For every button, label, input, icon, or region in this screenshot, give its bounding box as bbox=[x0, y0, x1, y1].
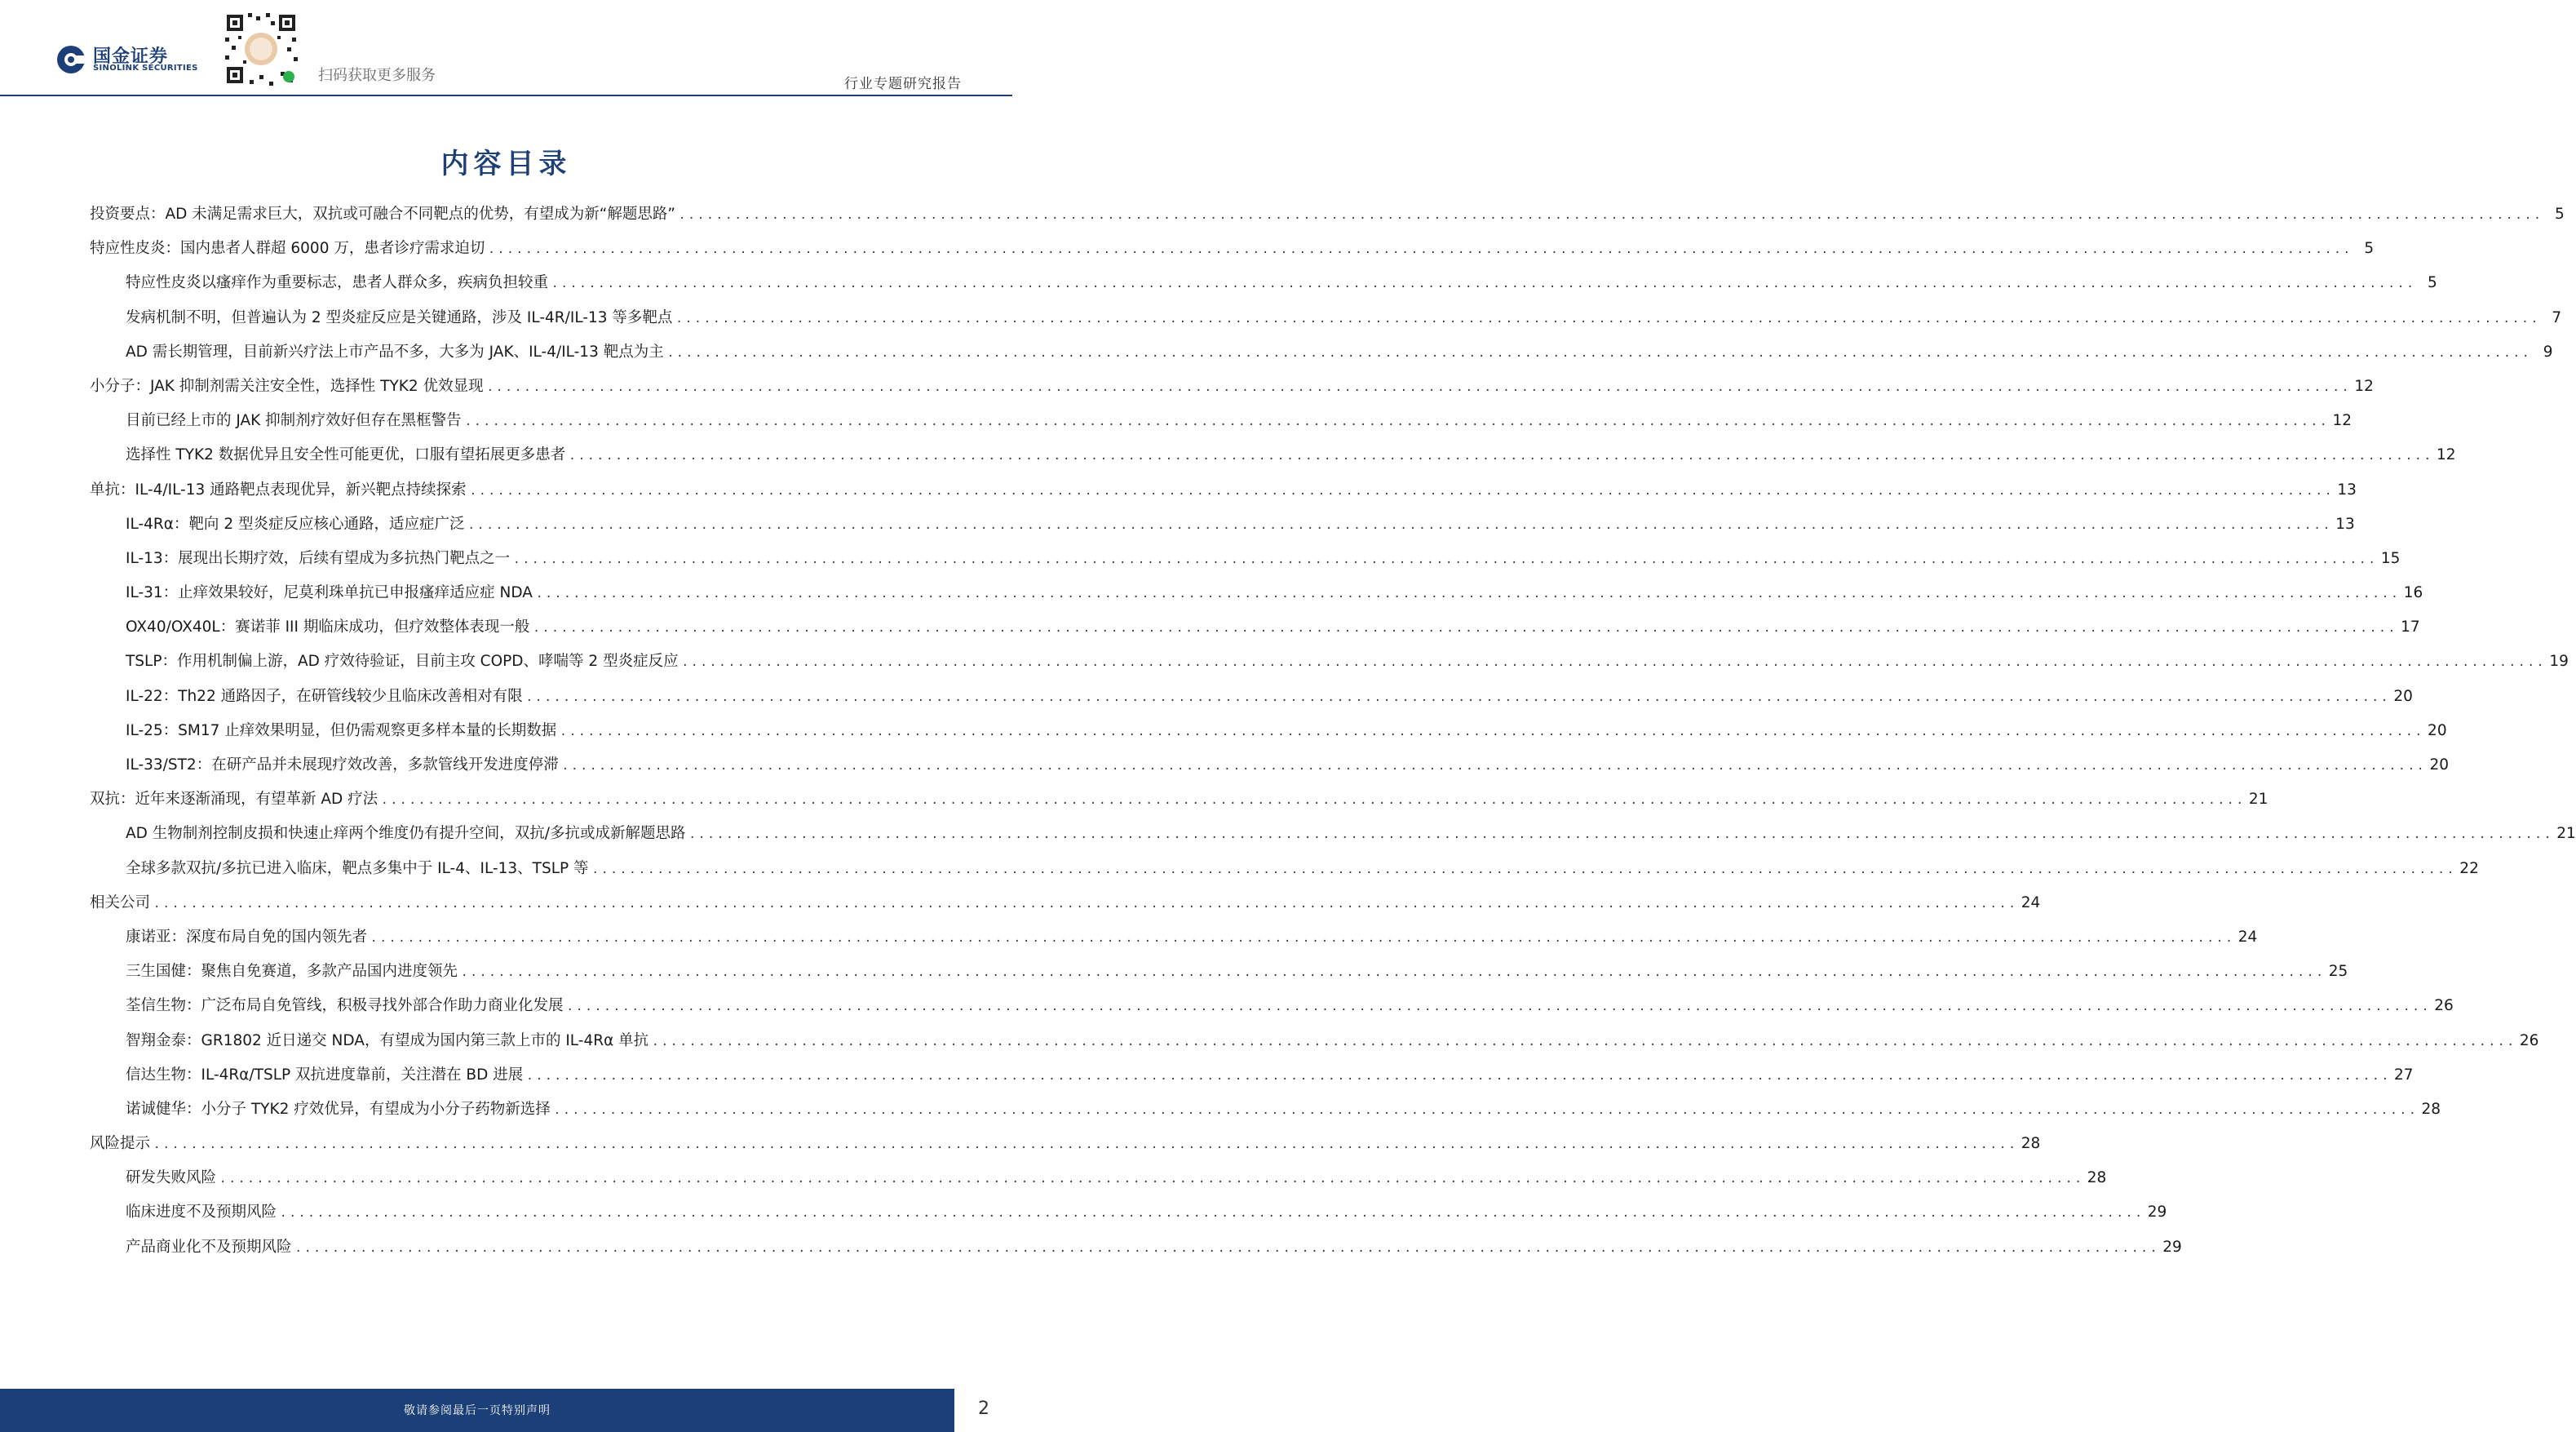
toc-entry-title: 信达生物：IL-4Rα/TSLP 双抗进度靠前，关注潜在 BD 进展 bbox=[126, 1066, 524, 1084]
toc-entry[interactable] bbox=[90, 1235, 2182, 1270]
toc-entry-page: 24 bbox=[2021, 893, 2041, 911]
toc-leader-dots: ........................................................................................................................................................................................................ bbox=[553, 1103, 2419, 1117]
toc-entry-title: 三生国健：聚焦自免赛道，多款产品国内进度领先 bbox=[126, 963, 458, 981]
toc-leader-dots: ........................................................................................................................................................................................................ bbox=[513, 552, 2378, 566]
toc-entry-page: 24 bbox=[2237, 928, 2258, 946]
toc-entry[interactable] bbox=[90, 1063, 2414, 1097]
toc-entry-title: 研发失败风险 bbox=[126, 1169, 217, 1187]
toc-leader-dots: ........................................................................................................................................................................................................ bbox=[294, 1241, 2160, 1255]
toc-leader-dots: ........................................................................................................................................................................................................ bbox=[652, 1035, 2516, 1049]
toc-entry-title: IL-31：止痒效果较好，尼莫利珠单抗已申报瘙痒适应症 NDA bbox=[126, 584, 533, 602]
header-divider bbox=[0, 95, 1012, 96]
toc-entry-title: 诺诚健华：小分子 TYK2 疗效优异，有望成为小分子药物新选择 bbox=[126, 1100, 551, 1118]
toc-entry-title: 发病机制不明，但普遍认为 2 型炎症反应是关键通路，涉及 IL-4R/IL-13 等多靶点 bbox=[126, 308, 673, 326]
toc-entry[interactable] bbox=[90, 375, 2374, 409]
toc-entry[interactable] bbox=[90, 615, 2420, 649]
toc-entry-page: 20 bbox=[2429, 756, 2449, 774]
toc-leader-dots: ........................................................................................................................................................................................................ bbox=[591, 862, 2457, 876]
toc-entry[interactable] bbox=[90, 443, 2456, 477]
report-type-label: 行业专题研究报告 bbox=[844, 76, 962, 92]
toc-entry-page: 5 bbox=[2364, 240, 2375, 258]
toc-leader-dots: ........................................................................................................................................................................................................ bbox=[219, 1173, 2084, 1186]
toc-entry-title: 相关公司 bbox=[90, 893, 151, 911]
toc-entry-page: 22 bbox=[2459, 859, 2479, 877]
toc-entry-page: 5 bbox=[2427, 274, 2437, 292]
toc-entry-title: OX40/OX40L：赛诺菲 III 期临床成功，但疗效整体表现一般 bbox=[126, 618, 530, 636]
page-header bbox=[0, 0, 1012, 96]
toc-entry-page: 13 bbox=[2335, 515, 2355, 533]
toc-leader-dots: ........................................................................................................................................................................................................ bbox=[681, 656, 2547, 670]
toc-entry-title: 产品商业化不及预期风险 bbox=[126, 1238, 292, 1256]
toc-leader-dots: ........................................................................................................................................................................................................ bbox=[566, 1000, 2432, 1014]
toc-entry[interactable] bbox=[90, 649, 2569, 684]
toc-entry-page: 29 bbox=[2147, 1204, 2167, 1221]
toc-entry-page: 12 bbox=[2437, 446, 2456, 464]
page-title: 内容目录 bbox=[440, 148, 572, 180]
toc-entry-title: AD 需长期管理，目前新兴疗法上市产品不多，大多为 JAK、IL-4/IL-13 靶点为主 bbox=[126, 343, 664, 361]
toc-entry[interactable] bbox=[90, 1097, 2441, 1132]
toc-entry-page: 26 bbox=[2519, 1031, 2539, 1049]
toc-entry[interactable] bbox=[90, 960, 2348, 994]
toc-leader-dots: ........................................................................................................................................................................................................ bbox=[688, 828, 2554, 842]
toc-leader-dots: ........................................................................................................................................................................................................ bbox=[153, 897, 2018, 911]
toc-entry-title: 单抗：IL-4/IL-13 通路靶点表现优异，新兴靶点持续探索 bbox=[90, 481, 467, 499]
toc-entry-title: 全球多款双抗/多抗已进入临床，靶点多集中于 IL-4、IL-13、TSLP 等 bbox=[126, 859, 589, 877]
toc-leader-dots: ........................................................................................................................................................................................................ bbox=[381, 794, 2246, 808]
disclaimer-notice[interactable]: 敬请参阅最后一页特别声明 bbox=[404, 1404, 551, 1417]
toc-leader-dots: ........................................................................................................................................................................................................ bbox=[678, 209, 2543, 222]
toc-leader-dots: ........................................................................................................................................................................................................ bbox=[280, 1207, 2144, 1221]
toc-entry-page: 21 bbox=[2248, 791, 2268, 809]
toc-entry[interactable] bbox=[90, 512, 2355, 547]
toc-entry-page: 28 bbox=[2087, 1169, 2107, 1187]
toc-entry[interactable] bbox=[90, 237, 2375, 271]
qr-caption: 扫码获取更多服务 bbox=[318, 67, 436, 84]
toc-entry-title: 目前已经上市的 JAK 抑制剂疗效好但存在黑框警告 bbox=[126, 412, 462, 430]
toc-entry-page: 12 bbox=[2354, 377, 2374, 395]
toc-entry-title: IL-13：展现出长期疗效，后续有望成为多抗热门靶点之一 bbox=[126, 549, 511, 567]
toc-entry[interactable] bbox=[90, 891, 2041, 925]
toc-entry-page: 28 bbox=[2021, 1135, 2041, 1153]
toc-leader-dots: ........................................................................................................................................................................................................ bbox=[551, 277, 2416, 291]
toc-entry-page: 15 bbox=[2380, 549, 2401, 567]
toc-leader-dots: ........................................................................................................................................................................................................ bbox=[675, 312, 2541, 326]
toc-entry[interactable] bbox=[90, 581, 2423, 615]
toc-leader-dots: ........................................................................................................................................................................................................ bbox=[535, 587, 2401, 601]
toc-leader-dots: ........................................................................................................................................................................................................ bbox=[486, 380, 2352, 394]
footer-bar bbox=[0, 1389, 954, 1432]
toc-entry[interactable] bbox=[90, 719, 2447, 753]
toc-entry-title: 特应性皮炎：国内患者人群超 6000 万，患者诊疗需求迫切 bbox=[90, 240, 485, 258]
sinolink-logo-icon bbox=[55, 44, 86, 75]
toc-entry[interactable] bbox=[90, 994, 2454, 1028]
toc-entry[interactable] bbox=[90, 271, 2437, 305]
toc-entry-title: 选择性 TYK2 数据优异且安全性可能更优，口服有望拓展更多患者 bbox=[126, 446, 566, 464]
toc-entry-title: 小分子：JAK 抑制剂需关注安全性，选择性 TYK2 优效显现 bbox=[90, 377, 484, 395]
toc-entry-page: 20 bbox=[2428, 721, 2447, 739]
brand-name-cn: 国金证券 bbox=[93, 47, 169, 67]
toc-entry[interactable] bbox=[90, 478, 2357, 512]
toc-leader-dots: ........................................................................................................................................................................................................ bbox=[467, 518, 2333, 532]
toc-entry[interactable] bbox=[90, 547, 2401, 581]
toc-entry-title: 双抗：近年来逐渐涌现，有望革新 AD 疗法 bbox=[90, 791, 378, 809]
toc-entry-title: IL-25：SM17 止痒效果明显，但仍需观察更多样本量的长期数据 bbox=[126, 721, 557, 739]
toc-entry[interactable] bbox=[90, 822, 2576, 856]
toc-entry[interactable] bbox=[90, 1029, 2539, 1063]
toc-leader-dots: ........................................................................................................................................................................................................ bbox=[461, 966, 2326, 980]
toc-entry-page: 16 bbox=[2403, 584, 2423, 602]
toc-entry-page: 20 bbox=[2393, 687, 2413, 705]
toc-leader-dots: ........................................................................................................................................................................................................ bbox=[560, 725, 2425, 738]
toc-leader-dots: ........................................................................................................................................................................................................ bbox=[464, 415, 2330, 429]
toc-leader-dots: ........................................................................................................................................................................................................ bbox=[569, 450, 2434, 463]
toc-entry-title: IL-4Rα：靶向 2 型炎症反应核心通路，适应症广泛 bbox=[126, 515, 465, 533]
toc-entry-page: 19 bbox=[2549, 653, 2569, 671]
toc-entry-title: 荃信生物：广泛布局自免管线，积极寻找外部合作助力商业化发展 bbox=[126, 997, 564, 1015]
toc-entry-page: 29 bbox=[2162, 1238, 2182, 1256]
toc-entry-title: IL-33/ST2：在研产品并未展现疗效改善，多款管线开发进度停滞 bbox=[126, 756, 559, 774]
toc-entry-title: TSLP：作用机制偏上游，AD 疗效待验证，目前主攻 COPD、哮喘等 2 型炎症反应 bbox=[126, 653, 679, 671]
toc-entry-page: 28 bbox=[2421, 1100, 2441, 1118]
toc-entry[interactable] bbox=[90, 409, 2352, 443]
page-number: 2 bbox=[978, 1399, 989, 1419]
toc-entry-page: 25 bbox=[2328, 963, 2348, 981]
toc-entry-page: 12 bbox=[2332, 412, 2352, 430]
toc-entry-title: 投资要点：AD 未满足需求巨大，双抗或可融合不同靶点的优势，有望成为新“解题思路” bbox=[90, 206, 675, 223]
toc-entry[interactable] bbox=[90, 685, 2413, 719]
toc-entry-page: 26 bbox=[2434, 997, 2454, 1015]
toc-leader-dots: ........................................................................................................................................................................................................ bbox=[370, 931, 2235, 945]
brand-logo bbox=[55, 42, 219, 75]
toc-entry-page: 7 bbox=[2552, 308, 2562, 326]
toc-entry[interactable] bbox=[90, 787, 2268, 822]
toc-entry-page: 9 bbox=[2543, 343, 2553, 361]
toc-leader-dots: ........................................................................................................................................................................................................ bbox=[469, 484, 2335, 498]
toc-entry-page: 21 bbox=[2556, 825, 2576, 843]
qr-code-icon[interactable] bbox=[220, 8, 302, 90]
toc-entry[interactable] bbox=[90, 753, 2449, 787]
brand-name-en: SINOLINK SECURITIES bbox=[93, 64, 198, 73]
toc-entry-title: 智翔金泰：GR1802 近日递交 NDA，有望成为国内第三款上市的 IL-4Rα 单抗 bbox=[126, 1031, 649, 1049]
toc-entry[interactable] bbox=[90, 202, 2565, 237]
toc-entry-title: 风险提示 bbox=[90, 1135, 151, 1153]
toc-entry[interactable] bbox=[90, 340, 2553, 375]
toc-leader-dots: ........................................................................................................................................................................................................ bbox=[488, 243, 2353, 257]
toc-entry[interactable] bbox=[90, 1166, 2107, 1200]
toc-entry[interactable] bbox=[90, 306, 2562, 340]
toc-entry[interactable] bbox=[90, 925, 2258, 960]
toc-entry-title: IL-22：Th22 通路因子，在研管线较少且临床改善相对有限 bbox=[126, 687, 523, 705]
toc-entry-page: 13 bbox=[2337, 481, 2357, 499]
toc-entry-title: 临床进度不及预期风险 bbox=[126, 1204, 277, 1221]
toc-leader-dots: ........................................................................................................................................................................................................ bbox=[153, 1138, 2018, 1152]
toc-entry[interactable] bbox=[90, 1132, 2041, 1166]
toc-entry-page: 27 bbox=[2394, 1066, 2414, 1084]
toc-entry-title: AD 生物制剂控制皮损和快速止痒两个维度仍有提升空间，双抗/多抗或成新解题思路 bbox=[126, 825, 686, 843]
toc-entry-page: 5 bbox=[2554, 206, 2565, 223]
toc-leader-dots: ........................................................................................................................................................................................................ bbox=[666, 346, 2532, 360]
toc-leader-dots: ........................................................................................................................................................................................................ bbox=[533, 622, 2398, 636]
toc-entry-title: 特应性皮炎以瘙痒作为重要标志，患者人群众多，疾病负担较重 bbox=[126, 274, 549, 292]
toc-entry[interactable] bbox=[90, 857, 2479, 891]
toc-leader-dots: ........................................................................................................................................................................................................ bbox=[561, 760, 2427, 773]
toc-entry[interactable] bbox=[90, 1200, 2167, 1235]
toc-entry-page: 17 bbox=[2401, 618, 2420, 636]
table-of-contents bbox=[90, 202, 2576, 1270]
toc-entry-title: 康诺亚：深度布局自免的国内领先者 bbox=[126, 928, 368, 946]
toc-leader-dots: ........................................................................................................................................................................................................ bbox=[525, 690, 2391, 704]
toc-leader-dots: ........................................................................................................................................................................................................ bbox=[526, 1069, 2392, 1083]
